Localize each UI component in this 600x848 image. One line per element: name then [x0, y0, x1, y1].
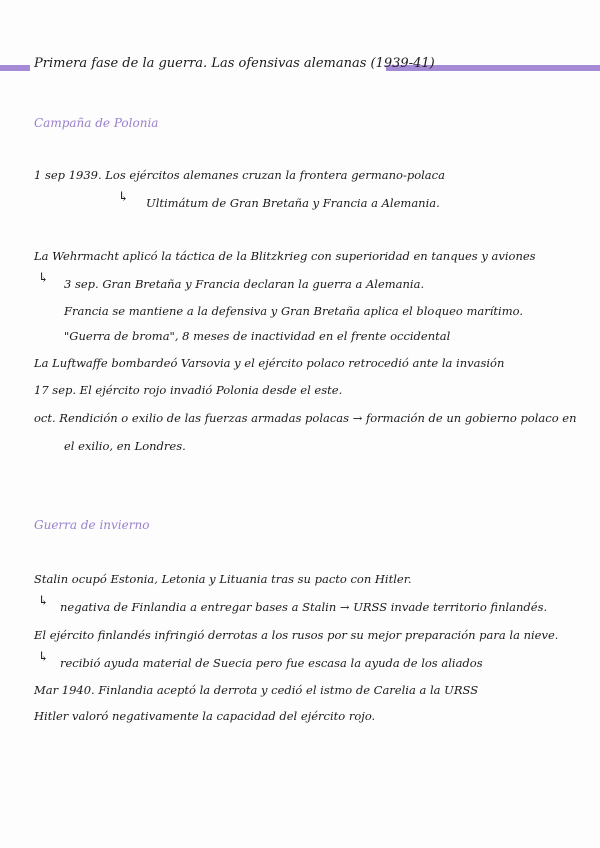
- note-line: Ultimátum de Gran Bretaña y Francia a Alemania.: [146, 196, 440, 210]
- section-heading-polonia: Campaña de Polonia: [34, 116, 159, 130]
- note-line: 3 sep. Gran Bretaña y Francia declaran la guerra a Alemania.: [64, 277, 425, 291]
- note-line: recibió ayuda material de Suecia pero fue escasa la ayuda de los aliados: [60, 656, 483, 670]
- note-line: La Wehrmacht aplicó la táctica de la Blitzkrieg con superioridad en tanques y aviones: [34, 249, 536, 263]
- section-heading-invierno: Guerra de invierno: [34, 518, 150, 532]
- note-line: Francia se mantiene a la defensiva y Gran Bretaña aplica el bloqueo marítimo.: [64, 304, 524, 318]
- note-line: "Guerra de broma", 8 meses de inactividad en el frente occidental: [64, 329, 451, 343]
- arrow-icon: ↳: [38, 271, 49, 286]
- note-line: 17 sep. El ejército rojo invadió Polonia desde el este.: [34, 383, 343, 397]
- note-line: Hitler valoró negativamente la capacidad del ejército rojo.: [34, 709, 376, 723]
- note-line: Mar 1940. Finlandia aceptó la derrota y cedió el istmo de Carelia a la URSS: [34, 683, 479, 697]
- note-line: el exilio, en Londres.: [64, 439, 186, 453]
- arrow-icon: ↳: [38, 594, 49, 609]
- page-title: Primera fase de la guerra. Las ofensivas alemanas (1939-41): [34, 56, 435, 71]
- note-line: El ejército finlandés infringió derrotas a los rusos por su mejor preparación para la nieve.: [34, 628, 559, 642]
- title-bar-left: [0, 65, 30, 71]
- note-line: negativa de Finlandia a entregar bases a Stalin → URSS invade territorio finlandés.: [60, 600, 548, 614]
- arrow-icon: ↳: [118, 190, 129, 205]
- note-line: 1 sep 1939. Los ejércitos alemanes cruzan la frontera germano-polaca: [34, 168, 445, 182]
- arrow-icon: ↳: [38, 650, 49, 665]
- note-line: oct. Rendición o exilio de las fuerzas armadas polacas → formación de un gobierno polaco en: [34, 411, 577, 425]
- note-line: Stalin ocupó Estonia, Letonia y Lituania tras su pacto con Hitler.: [34, 572, 412, 586]
- note-line: La Luftwaffe bombardeó Varsovia y el ejército polaco retrocedió ante la invasión: [34, 356, 505, 370]
